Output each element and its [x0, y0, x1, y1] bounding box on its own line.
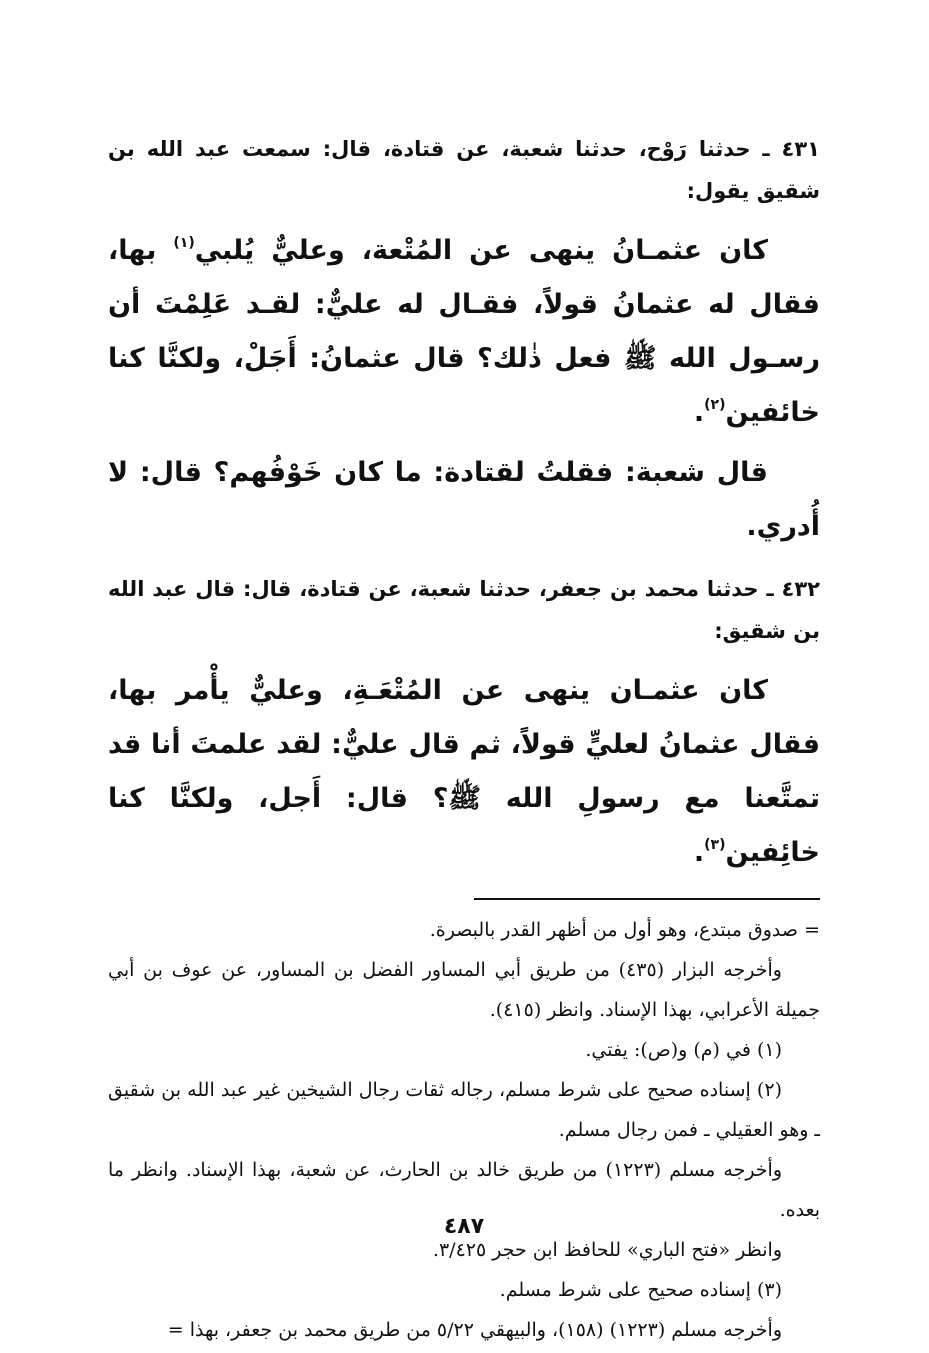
footnotes-section [108, 910, 820, 1350]
footnote-line: وانظر «فتح الباري» للحافظ ابن حجر ٣/٤٢٥. [432, 1239, 782, 1261]
footnote-line: (١) في (م) و(ص): يفتي. [585, 1039, 782, 1061]
footnote-line: (٣) إسناده صحيح على شرط مسلم. [499, 1279, 782, 1301]
shuba-comment: قال شعبة: فقلتُ لقتادة: ما كان خَوْفُهم؟ قال: لا أُدري. [108, 457, 820, 542]
hadith-431-heading: ٤٣١ ـ حدثنا رَوْح، حدثنا شعبة، عن قتادة، قال: سمعت عبد الله بن شقيق يقول: [108, 137, 820, 203]
footnote-divider [474, 898, 820, 900]
footnote-line: (٢) إسناده صحيح على شرط مسلم، رجاله ثقات رجال الشيخين غير عبد الله بن شقيق ـ وهو العقيلي ـ فمن رجال مسلم. [108, 1079, 820, 1141]
book-page [108, 128, 820, 1341]
page-number: ٤٨٧ [443, 1214, 485, 1239]
footnote-marker-1: (١) [173, 235, 195, 251]
hadith-432-text-part-1: كان عثمـان ينهى عن المُتْعَـةِ، وعليٌّ يأْمر بها، فقال عثمانُ لعليٍّ قولاً، ثم قال عليٌّ: لقد علمتَ أنا قد تمتَّعنا مع رسولِ الله ﷺ؟ قال: أَجل، ولكنَّا كنا خائِفين [108, 675, 820, 868]
footnote-line: وأخرجه البزار (٤٣٥) من طريق أبي المساور الفضل بن المساور، عن عوف بن أبي جميلة الأعرابي، بهذا الإسناد. وانظر (٤١٥). [108, 959, 820, 1021]
footnote-line: وأخرجه مسلم (١٢٢٣) من طريق خالد بن الحارث، عن شعبة، بهذا الإسناد. وانظر ما بعده. [108, 1159, 820, 1221]
footnote-line: وأخرجه مسلم (١٢٢٣) (١٥٨)، والبيهقي ٥/٢٢ من طريق محمد بن جعفر، بهذا = [167, 1319, 782, 1341]
hadith-432-text-end: . [693, 837, 705, 868]
footnote-line: = صدوق مبتدع، وهو أول من أظهر القدر بالبصرة. [429, 919, 820, 941]
hadith-431-text-end: . [693, 397, 705, 428]
footnote-marker-3: (٣) [704, 837, 726, 853]
hadith-431-text-part-2: بها، فقال له عثمانُ قولاً، فقـال له عليٌّ: لقـد عَلِمْتَ أن رسـول الله ﷺ فعل ذٰلك؟ قال عثمانُ: أَجَلْ، ولكنَّا كنا خائفين [108, 235, 820, 428]
hadith-431-text-part-1: كان عثمـانُ ينهى عن المُتْعة، وعليٌّ يُلبي [194, 235, 768, 266]
hadith-431-text [108, 224, 820, 440]
footnote-marker-2: (٢) [704, 397, 726, 413]
hadith-432-text [108, 664, 820, 880]
hadith-432-heading: ٤٣٢ ـ حدثنا محمد بن جعفر، حدثنا شعبة، عن قتادة، قال: قال عبد الله بن شقيق: [108, 577, 820, 643]
